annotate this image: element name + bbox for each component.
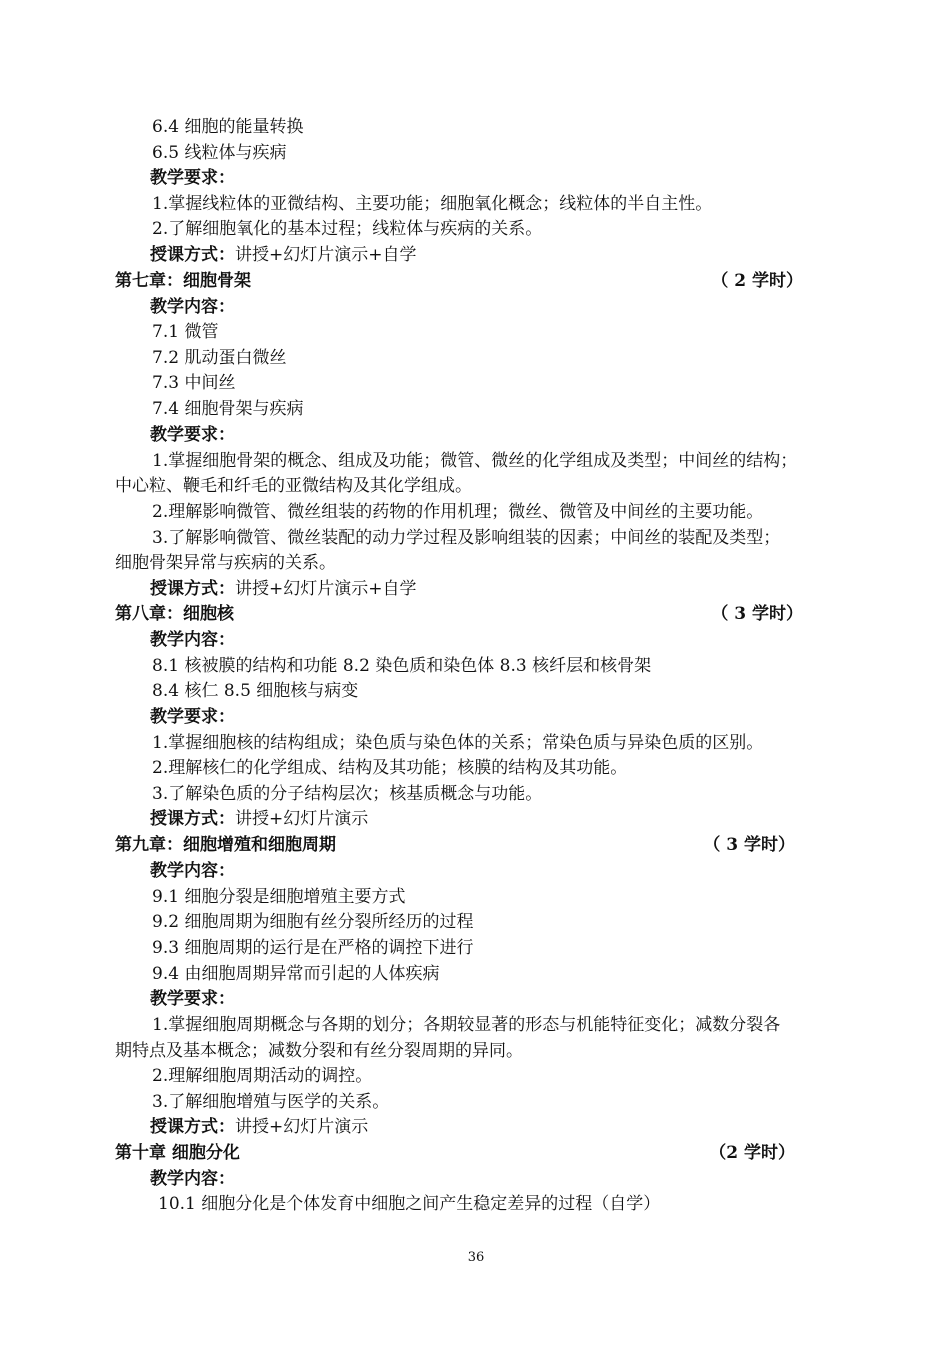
ch7-item-3: 7.3 中间丝 bbox=[152, 373, 236, 393]
ch9-method bbox=[150, 1116, 368, 1138]
ch8-req-1: 1.掌握细胞核的结构组成；染色质与染色体的关系；常染色质与异染色质的区别。 bbox=[152, 733, 764, 753]
ch6-req-2: 2.了解细胞氧化的基本过程；线粒体与疾病的关系。 bbox=[152, 219, 543, 239]
ch7-item-4: 7.4 细胞骨架与疾病 bbox=[152, 399, 304, 419]
page-number: 36 bbox=[467, 1250, 485, 1265]
ch7-req-1: 1.掌握细胞骨架的概念、组成及功能；微管、微丝的化学组成及类型；中间丝的结构； bbox=[152, 451, 798, 471]
ch9-item-2: 9.2 细胞周期为细胞有丝分裂所经历的过程 bbox=[152, 912, 474, 932]
chapter-title: 第八章：细胞核 bbox=[115, 604, 234, 624]
ch8-heading bbox=[115, 603, 815, 625]
ch9-heading bbox=[115, 834, 815, 856]
ch9-req-1-cont: 期特点及基本概念；减数分裂和有丝分裂周期的异同。 bbox=[115, 1041, 523, 1061]
ch7-method bbox=[150, 578, 417, 600]
ch9-item-3: 9.3 细胞周期的运行是在严格的调控下进行 bbox=[152, 938, 474, 958]
chapter-hours: （ 2 学时） bbox=[711, 271, 803, 291]
ch7-heading bbox=[115, 270, 815, 292]
chapter-hours: （2 学时） bbox=[709, 1143, 795, 1163]
ch6-item-4: 6.4 细胞的能量转换 bbox=[152, 117, 304, 137]
ch7-item-1: 7.1 微管 bbox=[152, 322, 219, 342]
chapter-title: 第十章 细胞分化 bbox=[115, 1143, 240, 1163]
method-text: 讲授+幻灯片演示+自学 bbox=[235, 579, 417, 599]
ch7-req-3-cont: 细胞骨架异常与疾病的关系。 bbox=[115, 553, 336, 573]
ch7-req-3: 3.了解影响微管、微丝装配的动力学过程及影响组装的因素；中间丝的装配及类型； bbox=[152, 528, 781, 548]
ch8-content-label: 教学内容： bbox=[150, 630, 235, 650]
chapter-title: 第七章：细胞骨架 bbox=[115, 271, 251, 291]
chapter-hours: （ 3 学时） bbox=[711, 604, 803, 624]
ch8-items-line-2: 8.4 核仁 8.5 细胞核与病变 bbox=[152, 681, 359, 701]
method-text: 讲授+幻灯片演示 bbox=[235, 809, 369, 829]
ch6-req-1: 1.掌握线粒体的亚微结构、主要功能；细胞氧化概念；线粒体的半自主性。 bbox=[152, 194, 713, 214]
ch6-item-5: 6.5 线粒体与疾病 bbox=[152, 143, 287, 163]
ch8-req-3: 3.了解染色质的分子结构层次；核基质概念与功能。 bbox=[152, 784, 543, 804]
ch6-req-label: 教学要求： bbox=[150, 168, 235, 188]
ch7-req-label: 教学要求： bbox=[150, 425, 235, 445]
ch9-req-2: 2.理解细胞周期活动的调控。 bbox=[152, 1066, 373, 1086]
ch9-req-1: 1.掌握细胞周期概念与各期的划分；各期较显著的形态与机能特征变化；减数分裂各 bbox=[152, 1015, 781, 1035]
ch9-req-label: 教学要求： bbox=[150, 989, 235, 1009]
method-text: 讲授+幻灯片演示+自学 bbox=[235, 245, 417, 265]
ch10-item-1: 10.1 细胞分化是个体发育中细胞之间产生稳定差异的过程（自学） bbox=[158, 1194, 661, 1214]
ch9-content-label: 教学内容： bbox=[150, 861, 235, 881]
ch10-heading bbox=[115, 1142, 815, 1164]
ch8-items-line-1: 8.1 核被膜的结构和功能 8.2 染色质和染色体 8.3 核纤层和核骨架 bbox=[152, 656, 652, 676]
ch7-content-label: 教学内容： bbox=[150, 297, 235, 317]
method-label: 授课方式： bbox=[150, 809, 235, 829]
ch7-item-2: 7.2 肌动蛋白微丝 bbox=[152, 348, 287, 368]
ch7-req-1-cont: 中心粒、鞭毛和纤毛的亚微结构及其化学组成。 bbox=[115, 476, 472, 496]
ch9-item-1: 9.1 细胞分裂是细胞增殖主要方式 bbox=[152, 887, 406, 907]
chapter-hours: （ 3 学时） bbox=[703, 835, 795, 855]
ch9-item-4: 9.4 由细胞周期异常而引起的人体疾病 bbox=[152, 964, 440, 984]
chapter-title: 第九章：细胞增殖和细胞周期 bbox=[115, 835, 336, 855]
ch10-content-label: 教学内容： bbox=[150, 1169, 235, 1189]
ch9-req-3: 3.了解细胞增殖与医学的关系。 bbox=[152, 1092, 390, 1112]
method-label: 授课方式： bbox=[150, 245, 235, 265]
method-label: 授课方式： bbox=[150, 1117, 235, 1137]
ch6-method bbox=[150, 244, 417, 266]
ch8-req-label: 教学要求： bbox=[150, 707, 235, 727]
ch7-req-2: 2.理解影响微管、微丝组装的药物的作用机理；微丝、微管及中间丝的主要功能。 bbox=[152, 502, 764, 522]
ch8-method bbox=[150, 808, 368, 830]
method-text: 讲授+幻灯片演示 bbox=[235, 1117, 369, 1137]
ch8-req-2: 2.理解核仁的化学组成、结构及其功能；核膜的结构及其功能。 bbox=[152, 758, 628, 778]
method-label: 授课方式： bbox=[150, 579, 235, 599]
